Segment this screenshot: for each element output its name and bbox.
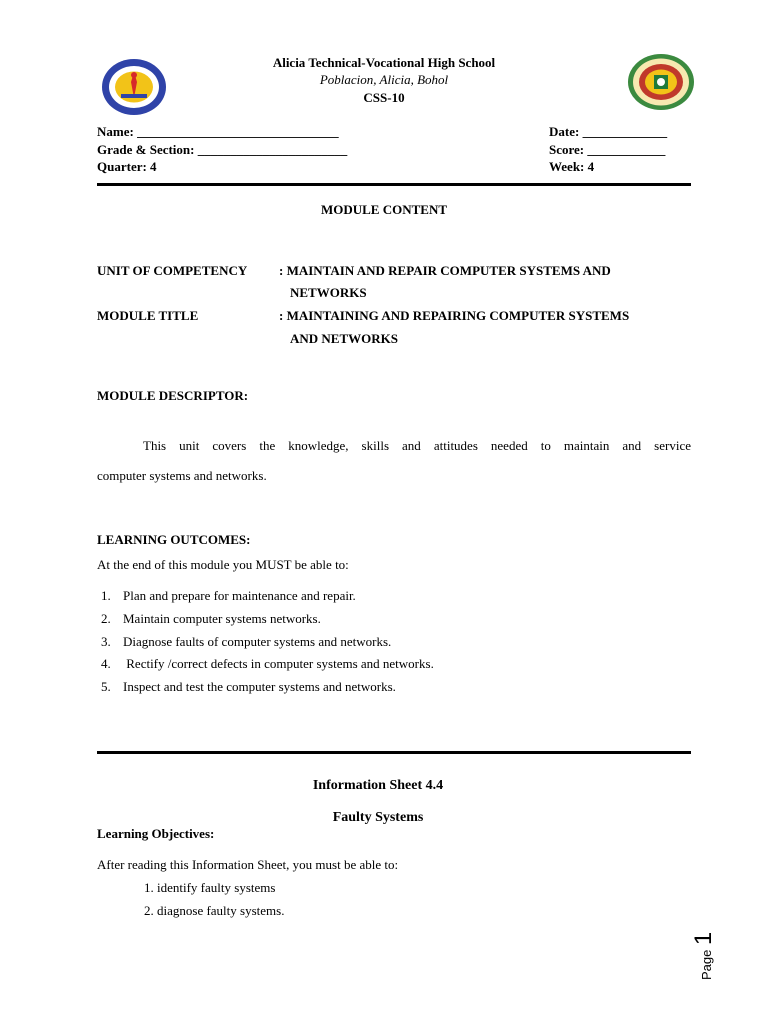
week-field: Week: 4 — [549, 159, 595, 174]
school-name: Alicia Technical-Vocational High School — [272, 55, 496, 70]
learning-objectives-heading: Learning Objectives: — [97, 826, 215, 841]
header-divider — [97, 183, 691, 186]
outcome-number: 4. — [101, 656, 111, 671]
school-address: Poblacion, Alicia, Bohol — [319, 72, 449, 87]
outcome-text: Diagnose faults of computer systems and networks. — [123, 634, 392, 649]
outcome-text: Inspect and test the computer systems and networks. — [123, 679, 396, 694]
info-sheet-subtitle: Faulty Systems — [332, 810, 424, 825]
outcome-item — [101, 611, 321, 627]
unit-of-competency-label: UNIT OF COMPETENCY — [97, 263, 248, 278]
unit-of-competency-value-cont: NETWORKS — [290, 285, 367, 300]
outcome-number: 3. — [101, 634, 111, 649]
outcome-item — [101, 588, 356, 604]
learning-outcomes-heading: LEARNING OUTCOMES: — [97, 532, 251, 547]
quarter-field: Quarter: 4 — [97, 159, 157, 174]
outcome-number: 5. — [101, 679, 111, 694]
module-title-value: : MAINTAINING AND REPAIRING COMPUTER SYSTEMS — [279, 308, 630, 323]
page-number: 1 — [690, 931, 717, 946]
outcome-text: Maintain computer systems networks. — [123, 611, 321, 626]
section-divider — [97, 751, 691, 754]
outcome-text: Plan and prepare for maintenance and repair. — [123, 588, 356, 603]
learning-outcomes-intro: At the end of this module you MUST be able to: — [97, 557, 349, 572]
page-number-block — [690, 900, 717, 980]
module-title-label: MODULE TITLE — [97, 308, 199, 323]
score-field[interactable]: Score: ____________ — [549, 142, 666, 157]
module-content-heading: MODULE CONTENT — [320, 202, 448, 217]
outcome-number: 2. — [101, 611, 111, 626]
outcome-item — [101, 634, 391, 650]
info-sheet-intro: After reading this Information Sheet, you must be able to: — [97, 857, 399, 872]
descriptor-line-1: This unit covers the knowledge, skills and attitudes needed to maintain and service — [143, 438, 691, 453]
outcome-text: Rectify /correct defects in computer systems and networks. — [123, 656, 434, 671]
date-field[interactable]: Date: _____________ — [549, 124, 668, 139]
outcome-number: 1. — [101, 588, 111, 603]
objective-item: 1. identify faulty systems — [144, 880, 276, 895]
descriptor-line-2: computer systems and networks. — [97, 468, 267, 483]
grade-section-field[interactable]: Grade & Section: _______________________ — [97, 142, 348, 157]
objective-item: 2. diagnose faulty systems. — [144, 903, 285, 918]
unit-of-competency-value: : MAINTAIN AND REPAIR COMPUTER SYSTEMS AND — [279, 263, 611, 278]
subject-code: CSS-10 — [363, 90, 405, 105]
info-sheet-title: Information Sheet 4.4 — [312, 778, 444, 793]
outcome-item — [101, 656, 434, 672]
page-label: Page — [699, 949, 714, 980]
module-title-value-cont: AND NETWORKS — [290, 331, 398, 346]
outcome-item — [101, 679, 396, 695]
module-descriptor-heading: MODULE DESCRIPTOR: — [97, 388, 249, 403]
name-field[interactable]: Name: _______________________________ — [97, 124, 339, 139]
